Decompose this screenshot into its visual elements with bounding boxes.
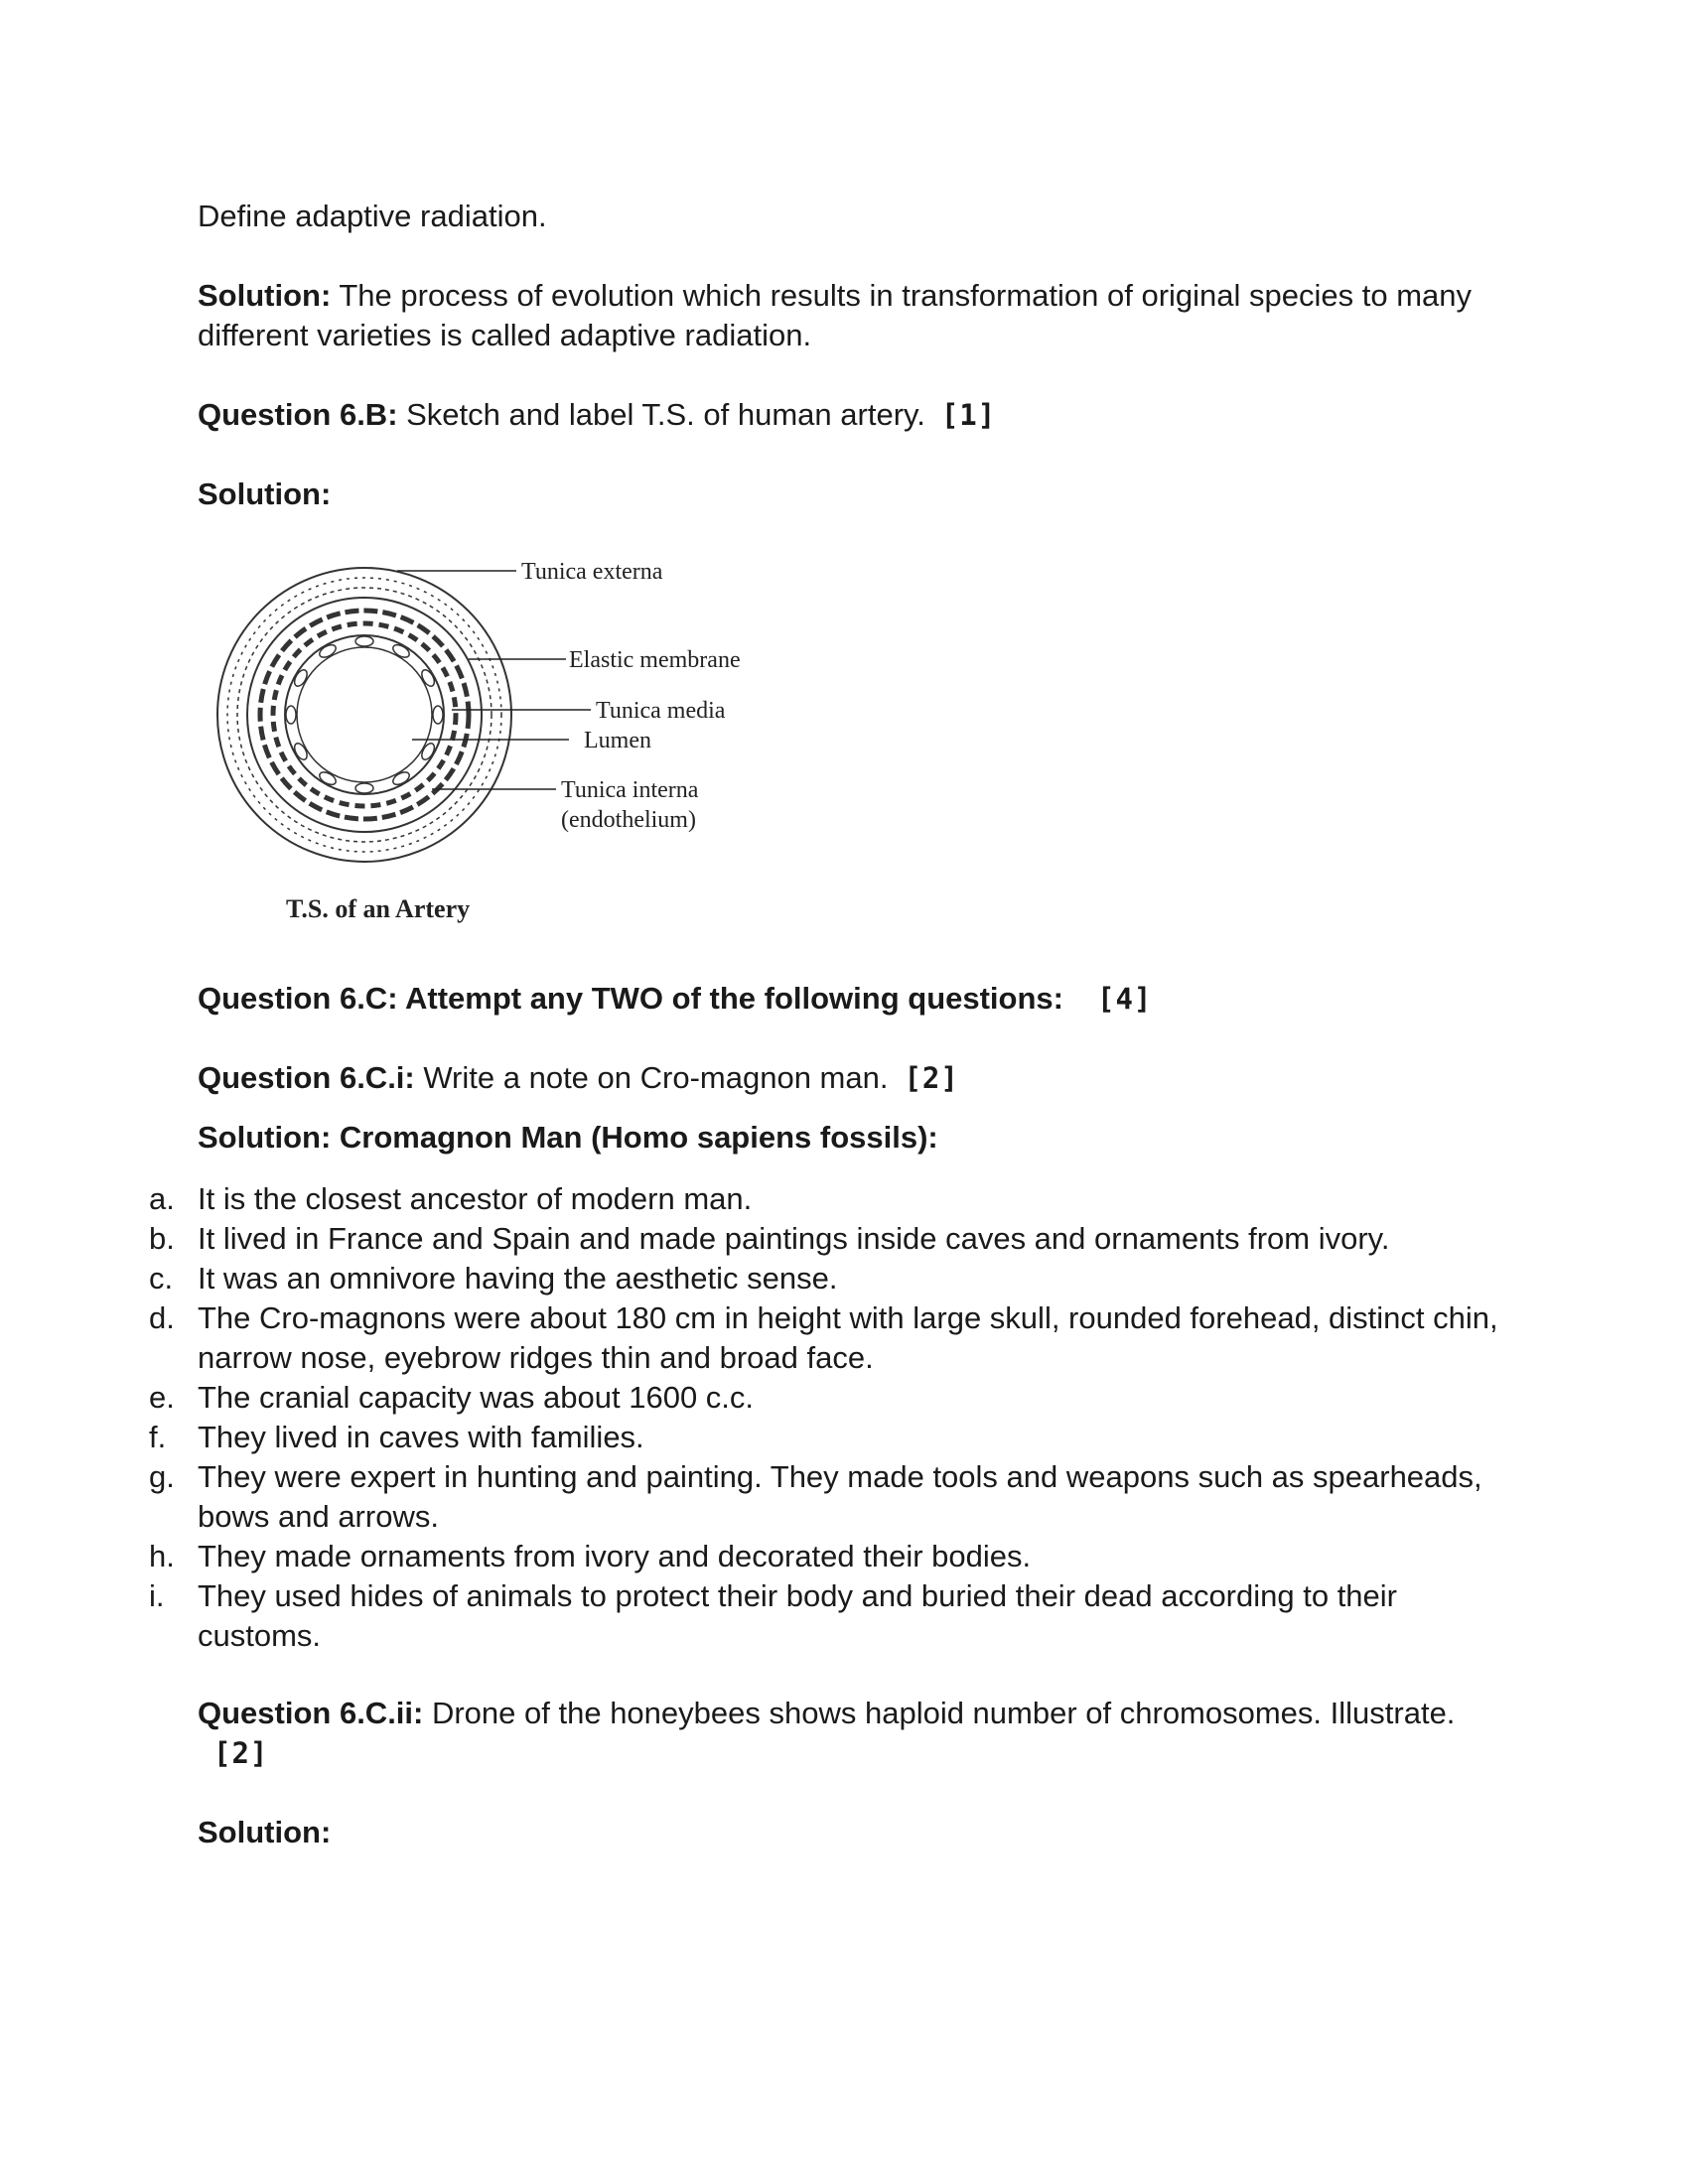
question-text: Drone of the honeybees shows haploid number of chromosomes. Illustrate.	[423, 1696, 1456, 1730]
list-item	[149, 1259, 1509, 1298]
endothelial-cell	[318, 642, 339, 660]
list-text: They were expert in hunting and painting. They made tools and weapons such as spearheads, bows and arrows.	[198, 1459, 1482, 1534]
list-item	[149, 1418, 1509, 1457]
lumen-boundary	[297, 647, 432, 782]
question-label: Question 6.C.ii:	[198, 1696, 424, 1730]
solution-3-heading: Solution: Cromagnon Man (Homo sapiens fossils):	[198, 1120, 938, 1155]
list-item	[149, 1457, 1509, 1537]
artery-cross-section	[217, 568, 511, 862]
question-intro: Define adaptive radiation.	[198, 199, 547, 233]
list-item	[149, 1576, 1509, 1656]
list-letter: i.	[149, 1578, 165, 1613]
list-letter: e.	[149, 1380, 175, 1415]
question-6c-ii	[198, 1694, 1508, 1773]
list-letter: h.	[149, 1539, 175, 1573]
list-text: It lived in France and Spain and made paintings inside caves and ornaments from ivory.	[198, 1221, 1390, 1256]
marks-badge: [2]	[213, 1736, 269, 1770]
tunica-media-layer-inner	[273, 623, 456, 806]
solution-4-label: Solution:	[198, 1815, 332, 1849]
solution-1	[198, 276, 1508, 355]
solution-text: The process of evolution which results in transformation of original species to many different varieties is called adaptive radiation.	[198, 278, 1473, 352]
endothelial-cell	[419, 742, 437, 762]
list-letter: c.	[149, 1261, 174, 1296]
question-6b	[198, 395, 1508, 435]
question-6c-i	[198, 1058, 1508, 1098]
list-item	[149, 1219, 1509, 1259]
question-text: Sketch and label T.S. of human artery.	[397, 397, 925, 432]
list-text: They used hides of animals to protect their body and buried their dead according to their customs.	[198, 1578, 1398, 1653]
list-letter: g.	[149, 1459, 175, 1494]
question-text: Question 6.C: Attempt any TWO of the following questions:	[198, 981, 1063, 1016]
list-text: The cranial capacity was about 1600 c.c.	[198, 1380, 755, 1415]
list-text: It is the closest ancestor of modern man.	[198, 1181, 753, 1216]
list-item	[149, 1179, 1509, 1219]
label-tunica-externa: Tunica externa	[521, 559, 663, 585]
tunica-interna-ring	[285, 635, 444, 794]
list-letter: f.	[149, 1420, 167, 1454]
marks-badge: [4]	[1096, 982, 1153, 1016]
question-label: Question 6.C.i:	[198, 1060, 415, 1095]
list-text: It was an omnivore having the aesthetic sense.	[198, 1261, 838, 1296]
elastic-membrane-ring	[247, 598, 482, 832]
endothelial-cell	[433, 706, 443, 724]
artery-svg	[209, 546, 804, 943]
list-text: They made ornaments from ivory and decorated their bodies.	[198, 1539, 1032, 1573]
label-elastic-membrane: Elastic membrane	[569, 647, 741, 673]
endothelial-cell	[391, 769, 412, 787]
artery-diagram	[209, 546, 804, 943]
endothelial-cell	[286, 706, 296, 724]
label-endothelium: (endothelium)	[561, 807, 696, 833]
endothelial-cell	[292, 668, 310, 689]
label-tunica-interna: Tunica interna	[561, 777, 699, 803]
endothelial-cells	[286, 636, 443, 793]
diagram-caption: T.S. of an Artery	[286, 894, 471, 923]
endothelial-cell	[391, 642, 412, 660]
endothelial-cell	[419, 668, 437, 689]
list-text: The Cro-magnons were about 180 cm in height with large skull, rounded forehead, distinct chin, narrow nose, eyebrow ridges thin and broad face.	[198, 1300, 1498, 1375]
list-letter: d.	[149, 1300, 175, 1335]
endothelial-cell	[355, 783, 373, 793]
label-tunica-media: Tunica media	[596, 698, 726, 724]
tunica-media-layer	[260, 611, 469, 819]
list-item	[149, 1298, 1509, 1378]
solution-label: Solution:	[198, 278, 332, 313]
endothelial-cell	[292, 742, 310, 762]
label-lumen: Lumen	[584, 728, 651, 753]
cromagnon-points-list	[149, 1179, 1509, 1656]
tunica-externa-layer	[227, 578, 501, 852]
list-item	[149, 1378, 1509, 1418]
question-text: Write a note on Cro-magnon man.	[414, 1060, 889, 1095]
marks-badge: [2]	[904, 1061, 959, 1095]
list-letter: a.	[149, 1181, 175, 1216]
endothelial-cell	[355, 636, 373, 646]
marks-badge: [1]	[940, 398, 997, 432]
list-text: They lived in caves with families.	[198, 1420, 644, 1454]
question-label: Question 6.B:	[198, 397, 398, 432]
list-item	[149, 1537, 1509, 1576]
question-6c	[198, 979, 1508, 1019]
solution-2-label: Solution:	[198, 477, 332, 511]
list-letter: b.	[149, 1221, 175, 1256]
endothelial-cell	[318, 769, 339, 787]
